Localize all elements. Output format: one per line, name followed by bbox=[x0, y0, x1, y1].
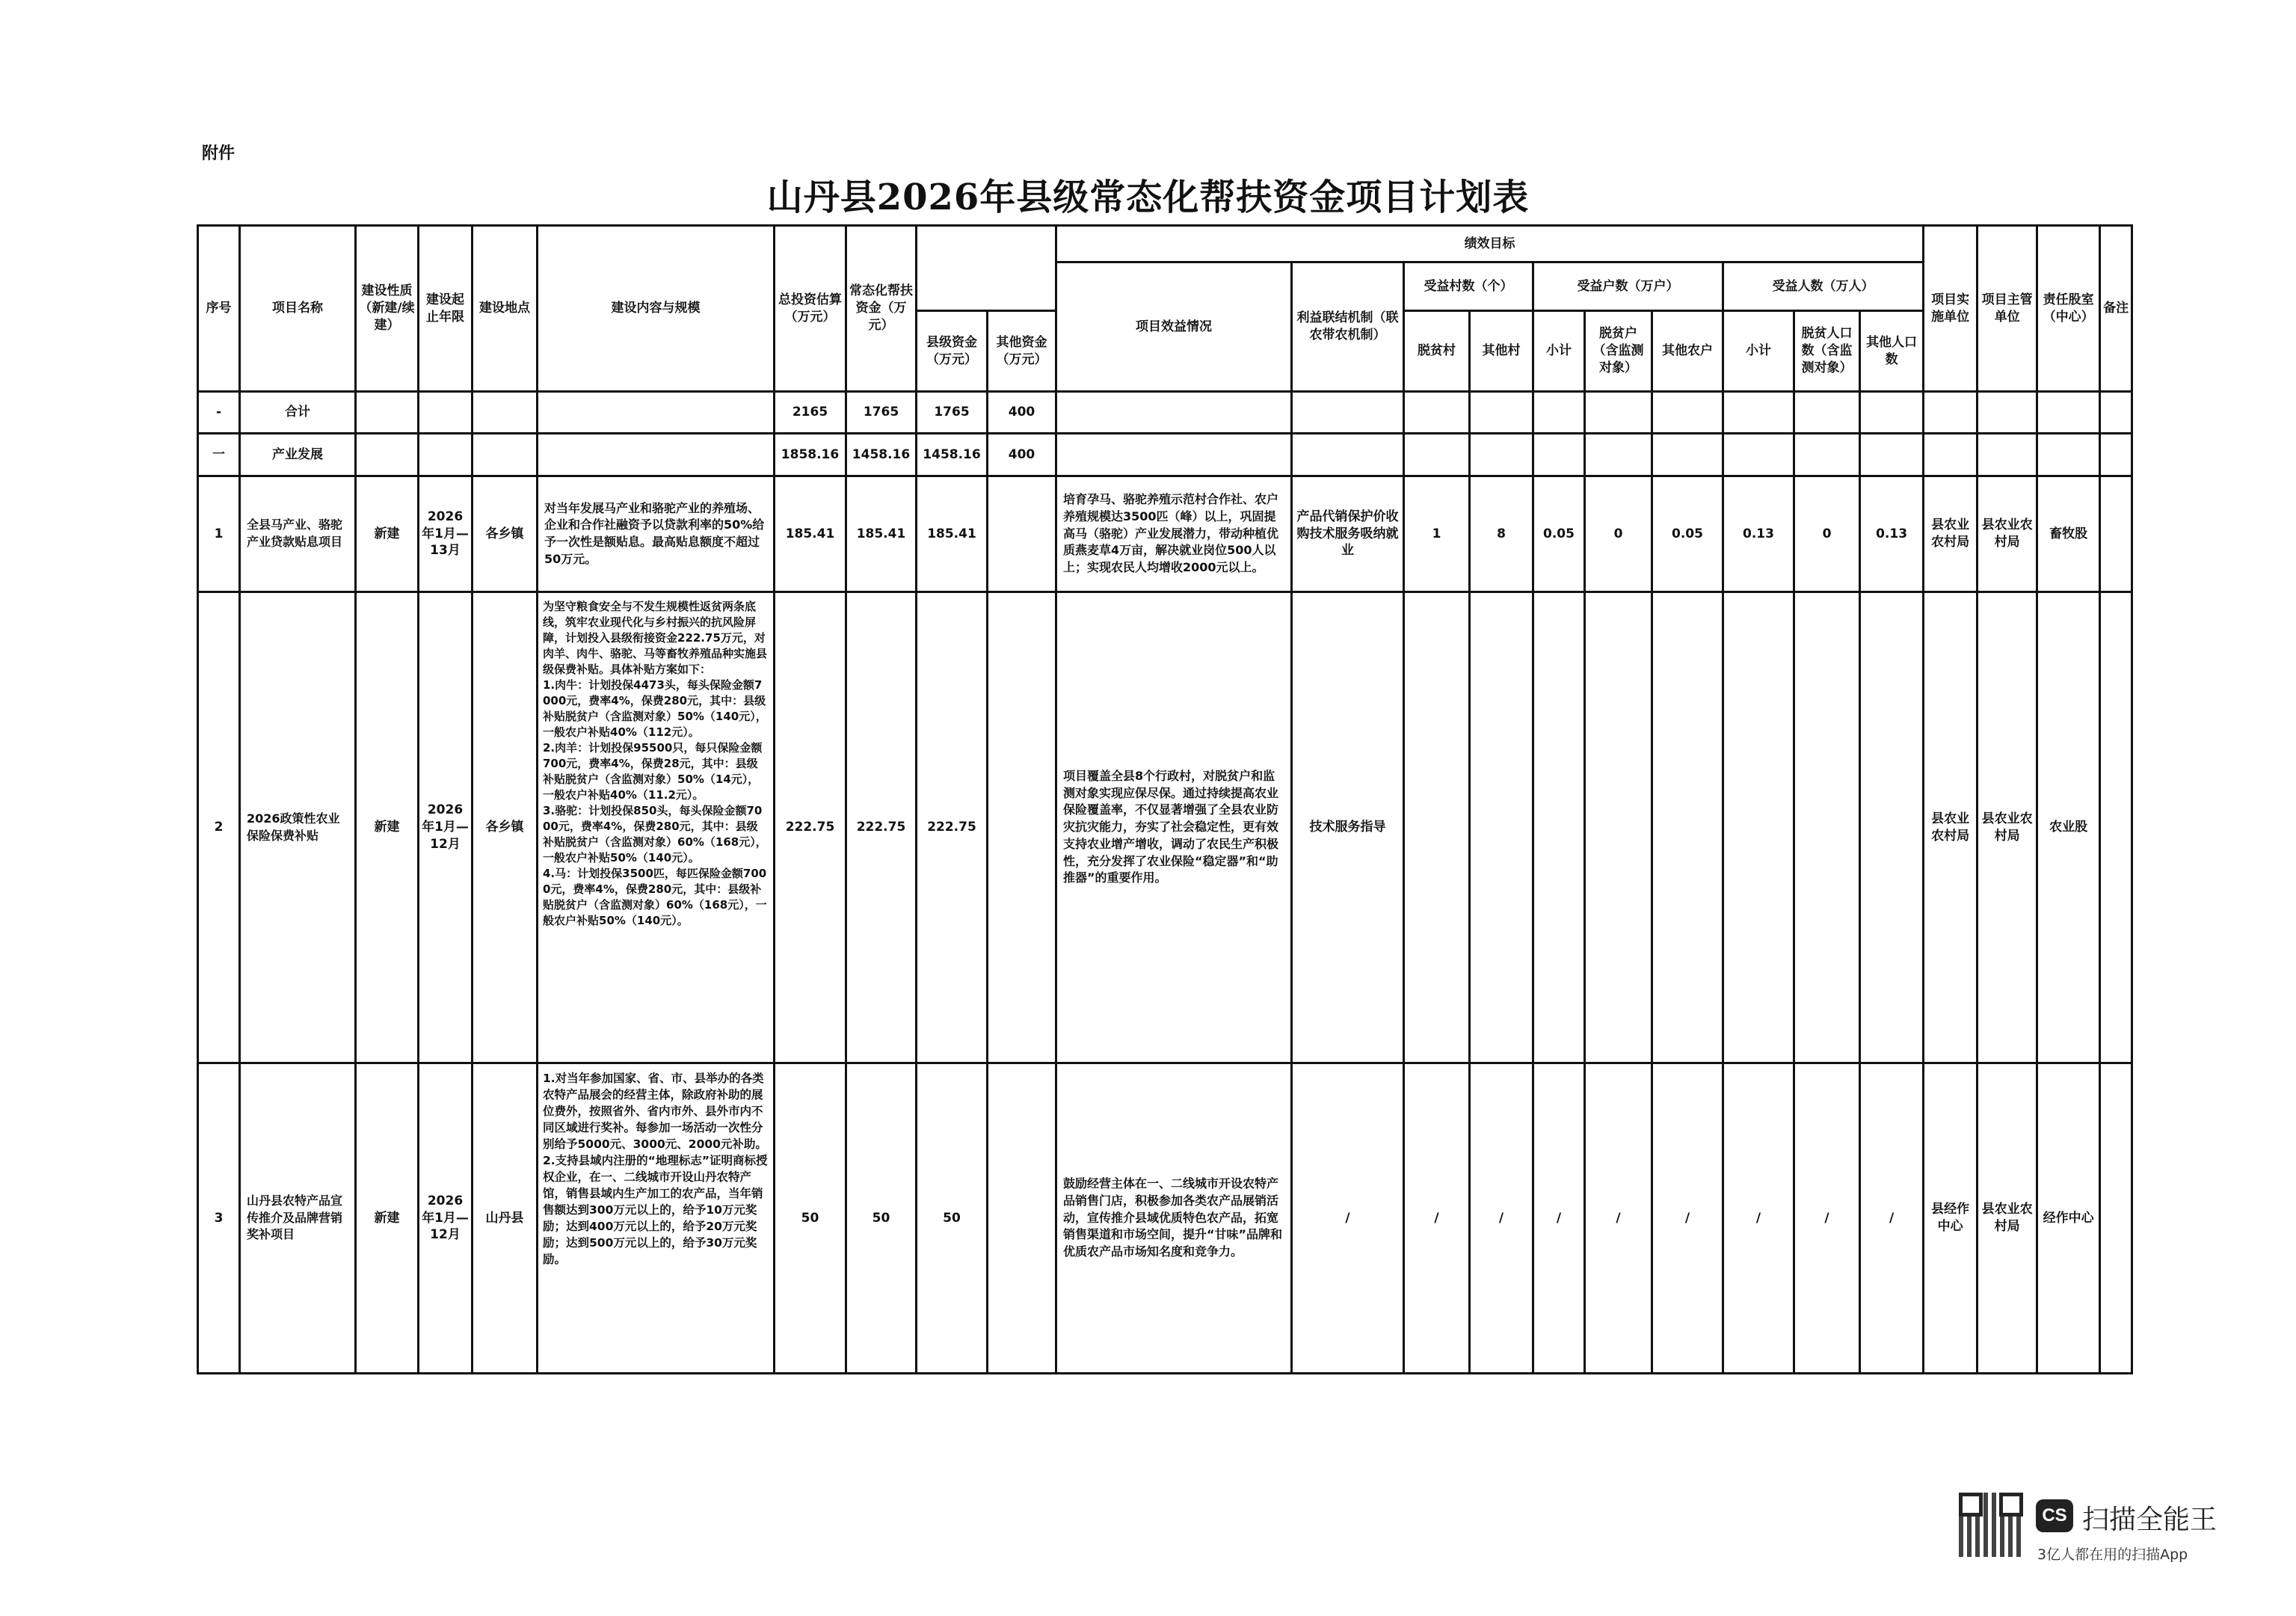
header-impl-unit: 项目实施单位 bbox=[1924, 226, 1978, 392]
header-dept: 项目主管单位 bbox=[1978, 226, 2037, 392]
header-hh-subtotal: 小计 bbox=[1533, 311, 1585, 392]
header-seq: 序号 bbox=[198, 226, 240, 392]
header-pop-subtotal: 小计 bbox=[1723, 311, 1794, 392]
header-people: 受益人数（万人） bbox=[1723, 262, 1924, 311]
cell-other-village: 8 bbox=[1470, 476, 1533, 592]
header-nature: 建设性质（新建/续建） bbox=[356, 226, 419, 392]
cell-poor-village: 1 bbox=[1404, 476, 1470, 592]
cell-name: 全县马产业、骆驼产业贷款贴息项目 bbox=[240, 476, 356, 592]
header-other-pop: 其他人口数 bbox=[1860, 311, 1924, 392]
cell-other: 400 bbox=[988, 392, 1056, 434]
header-households: 受益户数（万户） bbox=[1533, 262, 1723, 311]
cell-dept: 县农业农村局 bbox=[1978, 476, 2037, 592]
header-location: 建设地点 bbox=[473, 226, 538, 392]
cell-nature: 新建 bbox=[356, 592, 419, 1063]
cell-other-pop: / bbox=[1860, 1063, 1924, 1374]
cell-seq: 1 bbox=[198, 476, 240, 592]
cell-impl-unit: 县经作中心 bbox=[1924, 1063, 1978, 1374]
header-name: 项目名称 bbox=[240, 226, 356, 392]
cell-seq: 一 bbox=[198, 434, 240, 476]
header-poor-village: 脱贫村 bbox=[1404, 311, 1470, 392]
cell-other bbox=[988, 1063, 1056, 1374]
table-row-1 bbox=[198, 476, 2132, 592]
cell-resp: 经作中心 bbox=[2037, 1063, 2100, 1374]
plan-table bbox=[197, 224, 2133, 1374]
header-resp: 责任股室（中心） bbox=[2037, 226, 2100, 392]
attachment-label: 附件 bbox=[202, 144, 236, 163]
cell-remark bbox=[2100, 476, 2132, 592]
cell-other-pop: 0.13 bbox=[1860, 476, 1924, 592]
watermark-slogan: 3亿人都在用的扫描App bbox=[2037, 1546, 2188, 1563]
cell-total: 2165 bbox=[775, 392, 846, 434]
cell-name: 合计 bbox=[240, 392, 356, 434]
cell-hh-subtotal: / bbox=[1533, 1063, 1585, 1374]
cell-poor-pop: / bbox=[1794, 1063, 1860, 1374]
header-poor-pop: 脱贫人口数（含监测对象） bbox=[1794, 311, 1860, 392]
cell-period: 2026年1月—13月 bbox=[419, 476, 473, 592]
cell-fund: 222.75 bbox=[846, 592, 917, 1063]
header-row-1 bbox=[198, 226, 2132, 262]
cell-mechanism: 产品代销保护价收购技术服务吸纳就业 bbox=[1292, 476, 1404, 592]
cell-poor-village: / bbox=[1404, 1063, 1470, 1374]
header-content: 建设内容与规模 bbox=[538, 226, 775, 392]
header-mechanism: 利益联结机制（联农带农机制） bbox=[1292, 262, 1404, 392]
header-remark: 备注 bbox=[2100, 226, 2132, 392]
header-villages: 受益村数（个） bbox=[1404, 262, 1533, 311]
cell-resp: 畜牧股 bbox=[2037, 476, 2100, 592]
cell-county: 1765 bbox=[917, 392, 988, 434]
cell-benefit: 项目覆盖全县8个行政村，对脱贫户和监测对象实现应保尽保。通过持续提高农业保险覆盖率，不仅显著增强了全县农业防灾抗灾能力，夯实了社会稳定性，更有效支持农业增产增收，调动了农民生产积极性，充分发挥了农业保险“稳定器”和“助推器”的重要作用。 bbox=[1056, 592, 1292, 1063]
cell-name: 产业发展 bbox=[240, 434, 356, 476]
cell-other bbox=[988, 476, 1056, 592]
header-performance: 绩效目标 bbox=[1056, 226, 1924, 262]
cell-seq: 2 bbox=[198, 592, 240, 1063]
cell-total: 222.75 bbox=[775, 592, 846, 1063]
cell-total: 185.41 bbox=[775, 476, 846, 592]
cell-content: 对当年发展马产业和骆驼产业的养殖场、企业和合作社融资予以贷款利率的50%给予一次性是额贴息。最高贴息额度不超过50万元。 bbox=[538, 476, 775, 592]
cell-county: 222.75 bbox=[917, 592, 988, 1063]
cell-fund: 1458.16 bbox=[846, 434, 917, 476]
header-benefit-desc: 项目效益情况 bbox=[1056, 262, 1292, 392]
cell-location: 各乡镇 bbox=[473, 476, 538, 592]
header-other-fund: 其他资金（万元） bbox=[988, 311, 1056, 392]
cell-poor-hh: 0 bbox=[1585, 476, 1652, 592]
cell-other-village: / bbox=[1470, 1063, 1533, 1374]
cell-county: 185.41 bbox=[917, 476, 988, 592]
cell-benefit: 培育孕马、骆驼养殖示范村合作社、农户养殖规模达3500匹（峰）以上，巩固提高马（骆驼）产业发展潜力，带动种植优质燕麦草4万亩，解决就业岗位500人以上；实现农民人均增收2000元以上。 bbox=[1056, 476, 1292, 592]
cell-hh-subtotal: 0.05 bbox=[1533, 476, 1585, 592]
table-row-3 bbox=[198, 1063, 2132, 1374]
header-fund-split bbox=[917, 226, 1056, 311]
cell-location: 各乡镇 bbox=[473, 592, 538, 1063]
cell-seq: 3 bbox=[198, 1063, 240, 1374]
cell-poor-pop: 0 bbox=[1794, 476, 1860, 592]
header-other-hh: 其他农户 bbox=[1652, 311, 1723, 392]
page-title: 山丹县2026年县级常态化帮扶资金项目计划表 bbox=[766, 176, 1530, 218]
table-row-2 bbox=[198, 592, 2132, 1063]
cell-content: 为坚守粮食安全与不发生规模性返贫两条底线，筑牢农业现代化与乡村振兴的抗风险屏障，计划投入县级衔接资金222.75万元，对肉羊、肉牛、骆驼、马等畜牧养殖品种实施县级保费补贴。具体补贴方案如下： 1.肉牛：计划投保4473头，每头保险金额7000元，费率4%，保费280元，其中：县级补贴脱贫户（含监测对象）50%（140元），一般农户补贴40%（112元）。 2.肉羊：计划投保95500只，每只保险金额700元，费率4%，保费28元，其中：县级补贴脱贫户（含监测对象）50%（14元），一般农户补贴40%（11.2元）。 3.骆驼：计划投保850头，每头保险金额7000元，费率4%，保费280元，其中：县级补贴脱贫户（含监测对象）60%（168元），一般农户补贴50%（140元）。 4.马：计划投保3500匹，每匹保险金额7000元，费率4%，保费280元，其中：县级补贴脱贫户（含监测对象）60%（168元），一般农户补贴50%（140元）。 bbox=[538, 592, 775, 1063]
cell-other bbox=[988, 592, 1056, 1063]
cell-seq: - bbox=[198, 392, 240, 434]
cell-mechanism: 技术服务指导 bbox=[1292, 592, 1404, 1063]
camscanner-logo: CS bbox=[2036, 1499, 2073, 1532]
cell-dept: 县农业农村局 bbox=[1978, 1063, 2037, 1374]
header-total: 总投资估算（万元） bbox=[775, 226, 846, 392]
cell-name: 山丹县农特产品宣传推介及品牌营销奖补项目 bbox=[240, 1063, 356, 1374]
cell-county: 1458.16 bbox=[917, 434, 988, 476]
cell-mechanism: / bbox=[1292, 1063, 1404, 1374]
cell-other-hh: 0.05 bbox=[1652, 476, 1723, 592]
qr-code-icon bbox=[1959, 1493, 2023, 1557]
cell-other-hh: / bbox=[1652, 1063, 1723, 1374]
cell-total: 1858.16 bbox=[775, 434, 846, 476]
cell-nature: 新建 bbox=[356, 1063, 419, 1374]
table-row-section bbox=[198, 434, 2132, 476]
cell-resp: 农业股 bbox=[2037, 592, 2100, 1063]
cell-pop-subtotal: / bbox=[1723, 1063, 1794, 1374]
cell-fund: 50 bbox=[846, 1063, 917, 1374]
cell-pop-subtotal: 0.13 bbox=[1723, 476, 1794, 592]
watermark-app-name: 扫描全能王 bbox=[2082, 1505, 2217, 1535]
header-period: 建设起止年限 bbox=[419, 226, 473, 392]
table-row-total bbox=[198, 392, 2132, 434]
cell-impl-unit: 县农业农村局 bbox=[1924, 476, 1978, 592]
cell-dept: 县农业农村局 bbox=[1978, 592, 2037, 1063]
cell-remark bbox=[2100, 592, 2132, 1063]
cell-location: 山丹县 bbox=[473, 1063, 538, 1374]
cell-period: 2026年1月—12月 bbox=[419, 1063, 473, 1374]
cell-period: 2026年1月—12月 bbox=[419, 592, 473, 1063]
cell-impl-unit: 县农业农村局 bbox=[1924, 592, 1978, 1063]
cell-total: 50 bbox=[775, 1063, 846, 1374]
header-county-fund: 县级资金（万元） bbox=[917, 311, 988, 392]
header-other-village: 其他村 bbox=[1470, 311, 1533, 392]
cell-name: 2026政策性农业保险保费补贴 bbox=[240, 592, 356, 1063]
cell-poor-hh: / bbox=[1585, 1063, 1652, 1374]
cell-benefit: 鼓励经营主体在一、二线城市开设农特产品销售门店，积极参加各类农产品展销活动，宣传推介县域优质特色农产品，拓宽销售渠道和市场空间，提升“甘味”品牌和优质农产品市场知名度和竞争力。 bbox=[1056, 1063, 1292, 1374]
cell-county: 50 bbox=[917, 1063, 988, 1374]
cell-other: 400 bbox=[988, 434, 1056, 476]
cell-remark bbox=[2100, 1063, 2132, 1374]
cell-nature: 新建 bbox=[356, 476, 419, 592]
header-fund: 常态化帮扶资金（万元） bbox=[846, 226, 917, 392]
cell-fund: 1765 bbox=[846, 392, 917, 434]
cell-fund: 185.41 bbox=[846, 476, 917, 592]
cell-content: 1.对当年参加国家、省、市、县举办的各类农特产品展会的经营主体，除政府补助的展位费外，按照省外、省内市外、县外市内不同区域进行奖补。每参加一场活动一次性分别给予5000元、3000元、2000元补助。 2.支持县域内注册的“地理标志”证明商标授权企业，在一、二线城市开设山丹农特产馆，销售县域内生产加工的农产品，当年销售额达到300万元以上的，给予10万元奖励；达到400万元以上的，给予20万元奖励；达到500万元以上的，给予30万元奖励。 bbox=[538, 1063, 775, 1374]
header-poor-hh: 脱贫户（含监测对象） bbox=[1585, 311, 1652, 392]
